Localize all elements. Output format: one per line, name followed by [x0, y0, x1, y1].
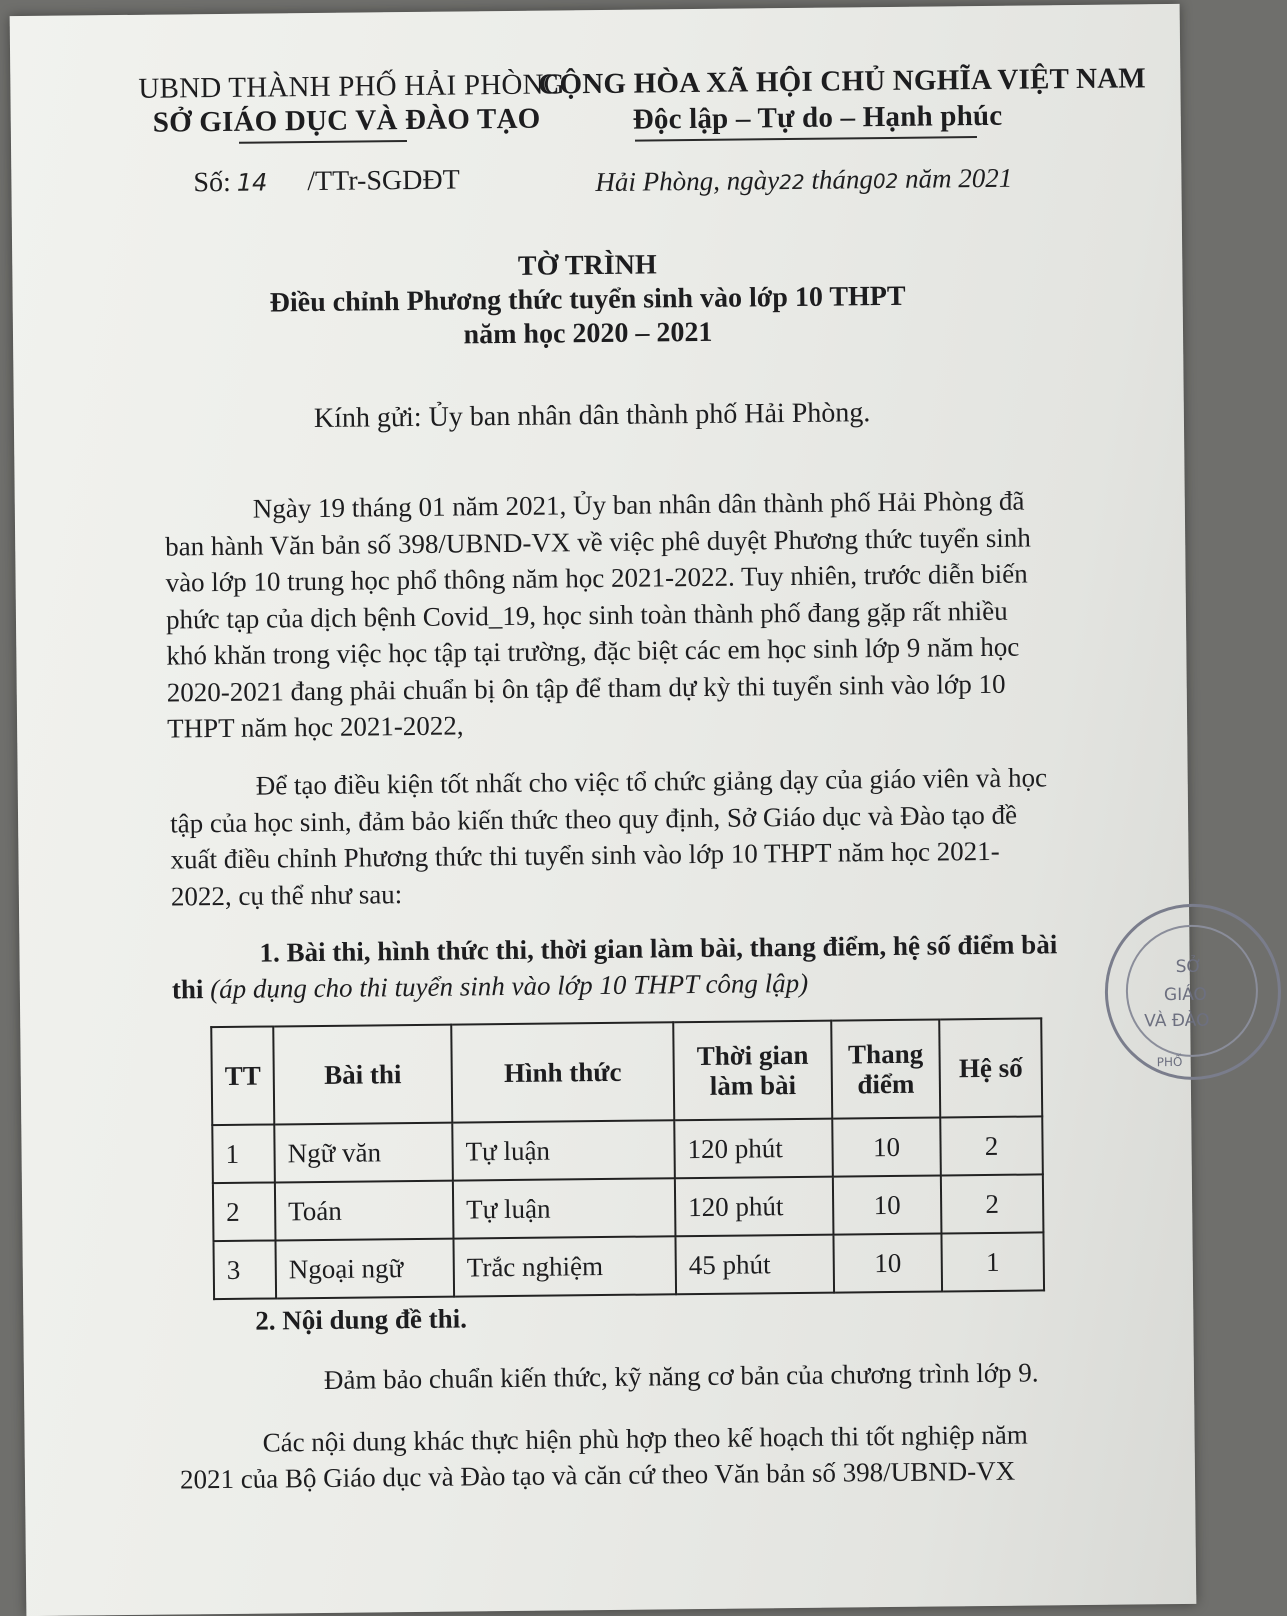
cell-format: Tự luận	[452, 1120, 675, 1180]
cell-scale: 10	[832, 1117, 941, 1176]
table-row	[213, 1174, 1044, 1241]
department-name: SỞ GIÁO DỤC VÀ ĐÀO TẠO	[152, 102, 541, 139]
date-day-handwritten: 22	[779, 169, 805, 195]
document-title: TỜ TRÌNH	[517, 249, 657, 282]
stamp-ring-text: PHỐ	[1156, 1054, 1183, 1070]
cell-subject: Ngữ văn	[274, 1123, 453, 1183]
official-stamp	[1104, 903, 1282, 1081]
paragraph-line: vào lớp 10 trung học phổ thông năm học 2021-2022. Tuy nhiên, trước diễn biến	[165, 558, 1028, 598]
document-subject: Điều chỉnh Phương thức tuyển sinh vào lớp 10 THPT	[269, 280, 906, 319]
date-year: năm 2021	[898, 162, 1013, 194]
col-header-subject: Bài thi	[273, 1025, 452, 1125]
document-number	[193, 164, 460, 199]
section-2-line-1: Đảm bảo chuẩn kiến thức, kỹ năng cơ bản của chương trình lớp 9.	[323, 1357, 1039, 1395]
department-underline	[239, 140, 407, 144]
date-place: Hải Phòng, ngày	[595, 165, 780, 198]
document-school-year: năm học 2020 – 2021	[463, 316, 713, 351]
paragraph-line: ban hành Văn bản số 398/UBND-VX về việc phê duyệt Phương thức tuyển sinh	[165, 522, 1031, 562]
paragraph-line: khó khăn trong việc học tập tại trường, đặc biệt các em học sinh lớp 9 năm học	[166, 631, 1020, 671]
col-header-scale: Thang điểm	[831, 1019, 940, 1118]
section-1-heading: 1. Bài thi, hình thức thi, thời gian làm bài, thang điểm, hệ số điểm bài	[259, 929, 1058, 968]
paragraph-line: tập của học sinh, đảm bảo kiến thức theo quy định, Sở Giáo dục và Đào tạo đề	[169, 799, 1018, 839]
stamp-text-bottom: VÀ ĐÀO	[1144, 1010, 1210, 1032]
paragraph-2	[170, 759, 1049, 914]
table-header-row	[211, 1018, 1042, 1125]
cell-duration: 120 phút	[674, 1119, 833, 1179]
paragraph-1	[165, 483, 1033, 748]
date-month-handwritten: 02	[872, 168, 899, 194]
cell-tt: 1	[212, 1124, 275, 1183]
cell-coefficient: 2	[941, 1174, 1044, 1233]
paragraph-line: Để tạo điều kiện tốt nhất cho việc tổ chức giảng dạy của giáo viên và học	[255, 762, 1048, 801]
col-header-tt: TT	[211, 1026, 274, 1125]
country-name: CỘNG HÒA XÃ HỘI CHỦ NGHĨA VIỆT NAM	[538, 62, 1147, 101]
cell-format: Tự luận	[453, 1178, 676, 1238]
cell-duration: 45 phút	[675, 1235, 834, 1295]
cell-duration: 120 phút	[675, 1177, 834, 1237]
cell-subject: Ngoại ngữ	[276, 1239, 455, 1299]
authority-name: UBND THÀNH PHỐ HẢI PHÒNG	[138, 68, 565, 105]
section-2-heading: 2. Nội dung đề thi.	[255, 1303, 468, 1336]
col-header-format: Hình thức	[451, 1022, 674, 1122]
col-header-coefficient: Hệ số	[939, 1018, 1042, 1117]
paragraph-line: phức tạp của dịch bệnh Covid_19, học sinh toàn thành phố đang gặp rất nhiều	[165, 595, 1008, 635]
document-page	[10, 4, 1210, 1616]
paragraph-line: Ngày 19 tháng 01 năm 2021, Ủy ban nhân dân thành phố Hải Phòng đã	[252, 485, 1025, 524]
paragraph-line: xuất điều chỉnh Phương thức thi tuyển sinh vào lớp 10 THPT năm học 2021-	[170, 835, 1000, 875]
document-number-handwritten: 14	[236, 168, 268, 197]
date-line	[595, 163, 1012, 198]
section-2-line-2: Các nội dung khác thực hiện phù hợp theo kế hoạch thi tốt nghiệp năm	[262, 1419, 1028, 1458]
date-month-label: tháng	[804, 164, 874, 195]
document-number-suffix: /TTr-SGDĐT	[307, 164, 460, 198]
cell-coefficient: 1	[941, 1232, 1044, 1291]
cell-tt: 3	[213, 1240, 276, 1299]
cell-coefficient: 2	[940, 1116, 1043, 1175]
stamp-text-mid: GIÁO	[1163, 984, 1207, 1006]
exam-table	[210, 1017, 1045, 1300]
recipient: Kính gửi: Ủy ban nhân dân thành phố Hải Phòng.	[313, 397, 871, 435]
paragraph-line: 2022, cụ thể như sau:	[170, 878, 403, 912]
cell-subject: Toán	[275, 1181, 454, 1241]
cell-scale: 10	[833, 1175, 942, 1234]
motto: Độc lập – Tự do – Hạnh phúc	[632, 99, 1003, 136]
section-1-scope-note: (áp dụng cho thi tuyển sinh vào lớp 10 THPT công lập)	[203, 967, 809, 1005]
cell-format: Trắc nghiệm	[454, 1236, 677, 1296]
table-row	[213, 1232, 1044, 1299]
cell-tt: 2	[213, 1182, 276, 1241]
cell-scale: 10	[833, 1233, 942, 1292]
table-row	[212, 1116, 1043, 1183]
stamp-text-top: SỞ	[1175, 956, 1203, 978]
paragraph-line: 2020-2021 đang phải chuẩn bị ôn tập để tham dự kỳ thi tuyển sinh vào lớp 10	[166, 668, 1006, 708]
paragraph-line: THPT năm học 2021-2022,	[166, 710, 464, 744]
section-1-heading-cont	[172, 968, 809, 1006]
section-1-heading-bold: thi	[171, 974, 204, 1005]
document-number-prefix: Số:	[193, 166, 231, 199]
motto-underline	[635, 136, 977, 142]
section-2-line-3: 2021 của Bộ Giáo dục và Đào tạo và căn cứ theo Văn bản số 398/UBND-VX	[179, 1455, 1016, 1495]
col-header-duration: Thời gian làm bài	[673, 1021, 832, 1121]
